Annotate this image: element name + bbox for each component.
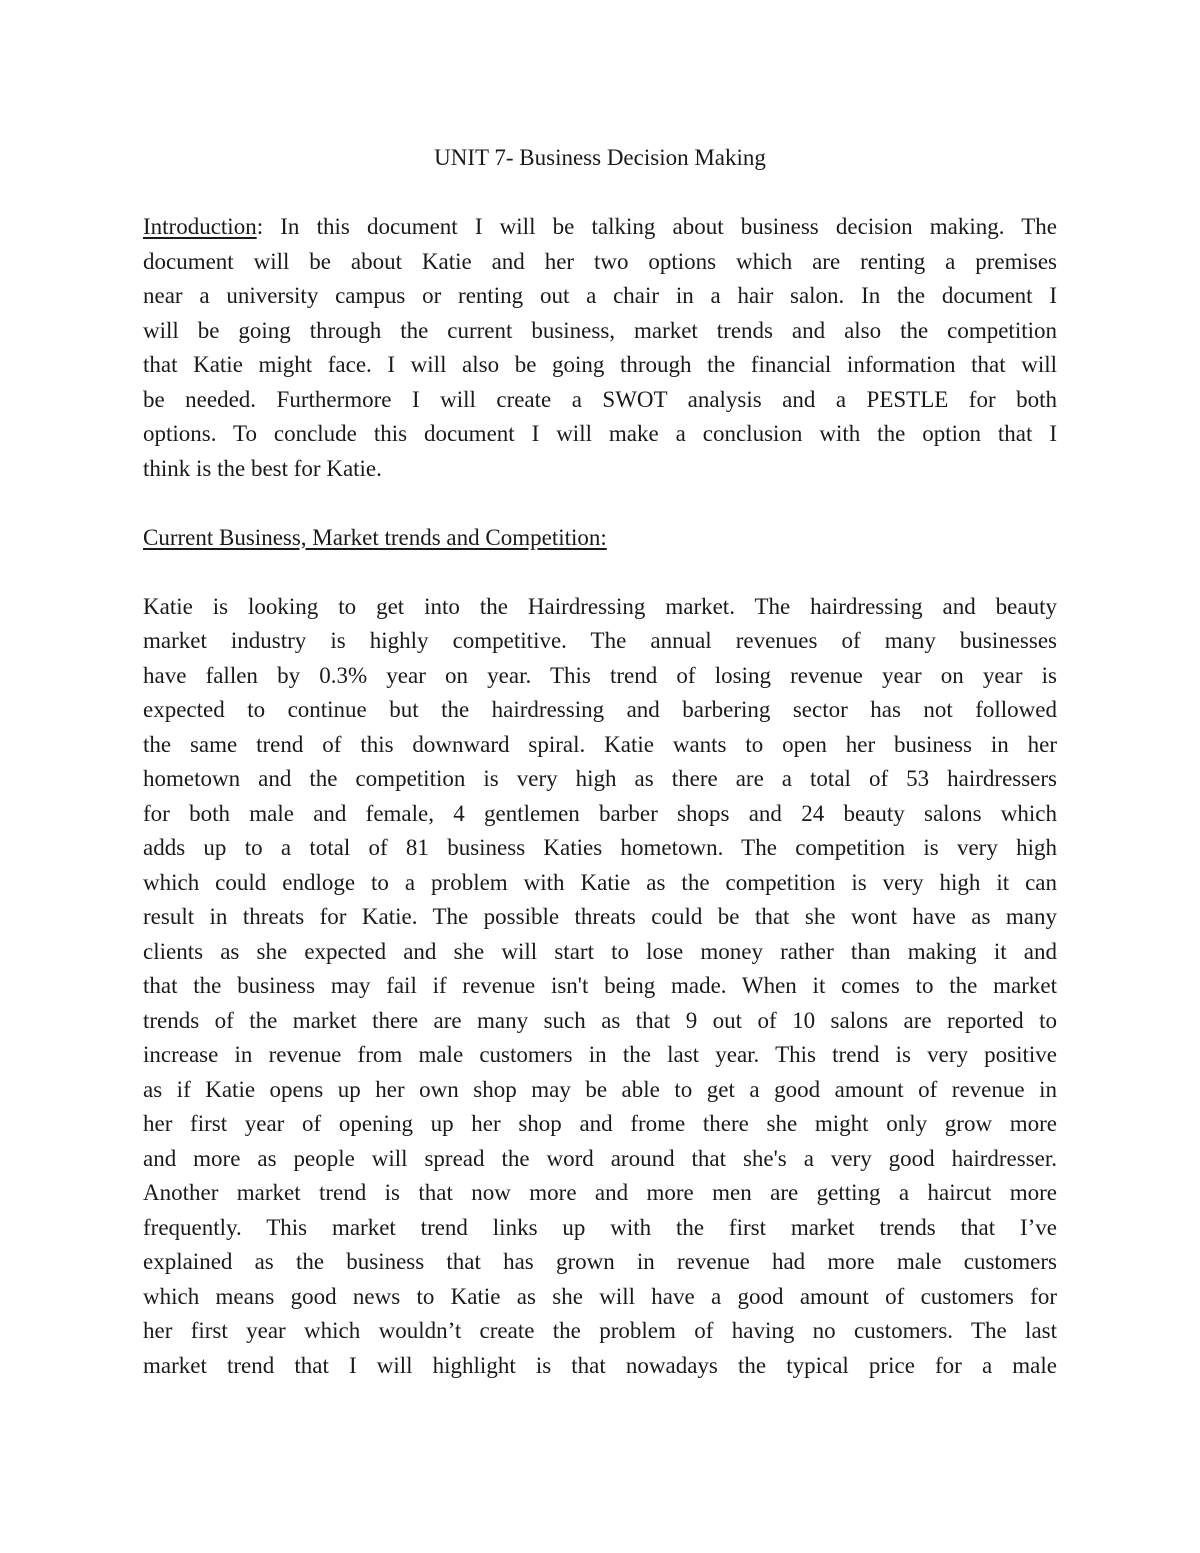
paragraph-line [143, 210, 1057, 245]
paragraph-line: her first year which wouldn’t create the problem of having no customers. The last [143, 1318, 1057, 1343]
document-page [143, 141, 1057, 1383]
paragraph-line: as if Katie opens up her own shop may be able to get a good amount of revenue in [143, 1076, 1057, 1102]
paragraph-line: that the business may fail if revenue isn't being made. When it comes to the market [143, 973, 1057, 998]
paragraph-line: document will be about Katie and her two options which are renting a premises [143, 248, 1057, 274]
paragraph-line: which could endloge to a problem with Katie as the competition is very high it can [143, 869, 1057, 895]
paragraph-line: that Katie might face. I will also be going through the financial information that will [143, 352, 1057, 377]
paragraph-line: be needed. Furthermore I will create a SWOT analysis and a PESTLE for both [143, 386, 1057, 412]
paragraph-line: increase in revenue from male customers in the last year. This trend is very positive [143, 1042, 1057, 1067]
paragraph-line: expected to continue but the hairdressing and barbering sector has not followed [143, 697, 1057, 722]
paragraph-line: frequently. This market trend links up with the first market trends that I’ve [143, 1214, 1057, 1240]
paragraph-line: her first year of opening up her shop and frome there she might only grow more [143, 1111, 1057, 1136]
section-heading [143, 521, 1057, 556]
spacer [143, 486, 1057, 521]
line-text: : In this document I will be talking about business decision making. The [256, 214, 1057, 239]
paragraph-line: Another market trend is that now more and more men are getting a haircut more [143, 1180, 1057, 1205]
paragraph-line: near a university campus or renting out a chair in a hair salon. In the document I [143, 283, 1057, 308]
paragraph-line: market trend that I will highlight is that nowadays the typical price for a male [143, 1352, 1057, 1378]
paragraph-line: adds up to a total of 81 business Katies hometown. The competition is very high [143, 835, 1057, 860]
document-title: UNIT 7- Business Decision Making [434, 145, 766, 170]
paragraph-line: explained as the business that has grown in revenue had more male customers [143, 1249, 1057, 1274]
paragraph-line: think is the best for Katie. [143, 455, 382, 481]
section-paragraph [143, 590, 1057, 1384]
paragraph-line: Katie is looking to get into the Hairdressing market. The hairdressing and beauty [143, 593, 1057, 619]
paragraph-line: hometown and the competition is very high as there are a total of 53 hairdressers [143, 766, 1057, 791]
spacer [143, 176, 1057, 211]
paragraph-line: trends of the market there are many such as that 9 out of 10 salons are reported to [143, 1007, 1057, 1033]
paragraph-line: options. To conclude this document I will make a conclusion with the option that I [143, 421, 1057, 446]
paragraph-line: result in threats for Katie. The possible threats could be that she wont have as many [143, 904, 1057, 929]
paragraph-line: which means good news to Katie as she will have a good amount of customers for [143, 1283, 1057, 1309]
section-heading-text: Current Business, Market trends and Competition: [143, 524, 607, 550]
paragraph-line: and more as people will spread the word around that she's a very good hairdresser. [143, 1145, 1057, 1171]
spacer [143, 555, 1057, 590]
paragraph-line: the same trend of this downward spiral. Katie wants to open her business in her [143, 731, 1057, 757]
introduction-paragraph [143, 210, 1057, 486]
paragraph-line: for both male and female, 4 gentlemen barber shops and 24 beauty salons which [143, 800, 1057, 826]
paragraph-line: have fallen by 0.3% year on year. This trend of losing revenue year on year is [143, 662, 1057, 688]
introduction-label: Introduction [143, 214, 257, 239]
paragraph-line: clients as she expected and she will start to lose money rather than making it and [143, 938, 1057, 964]
paragraph-line: market industry is highly competitive. The annual revenues of many businesses [143, 628, 1057, 653]
paragraph-line: will be going through the current business, market trends and also the competition [143, 317, 1057, 343]
